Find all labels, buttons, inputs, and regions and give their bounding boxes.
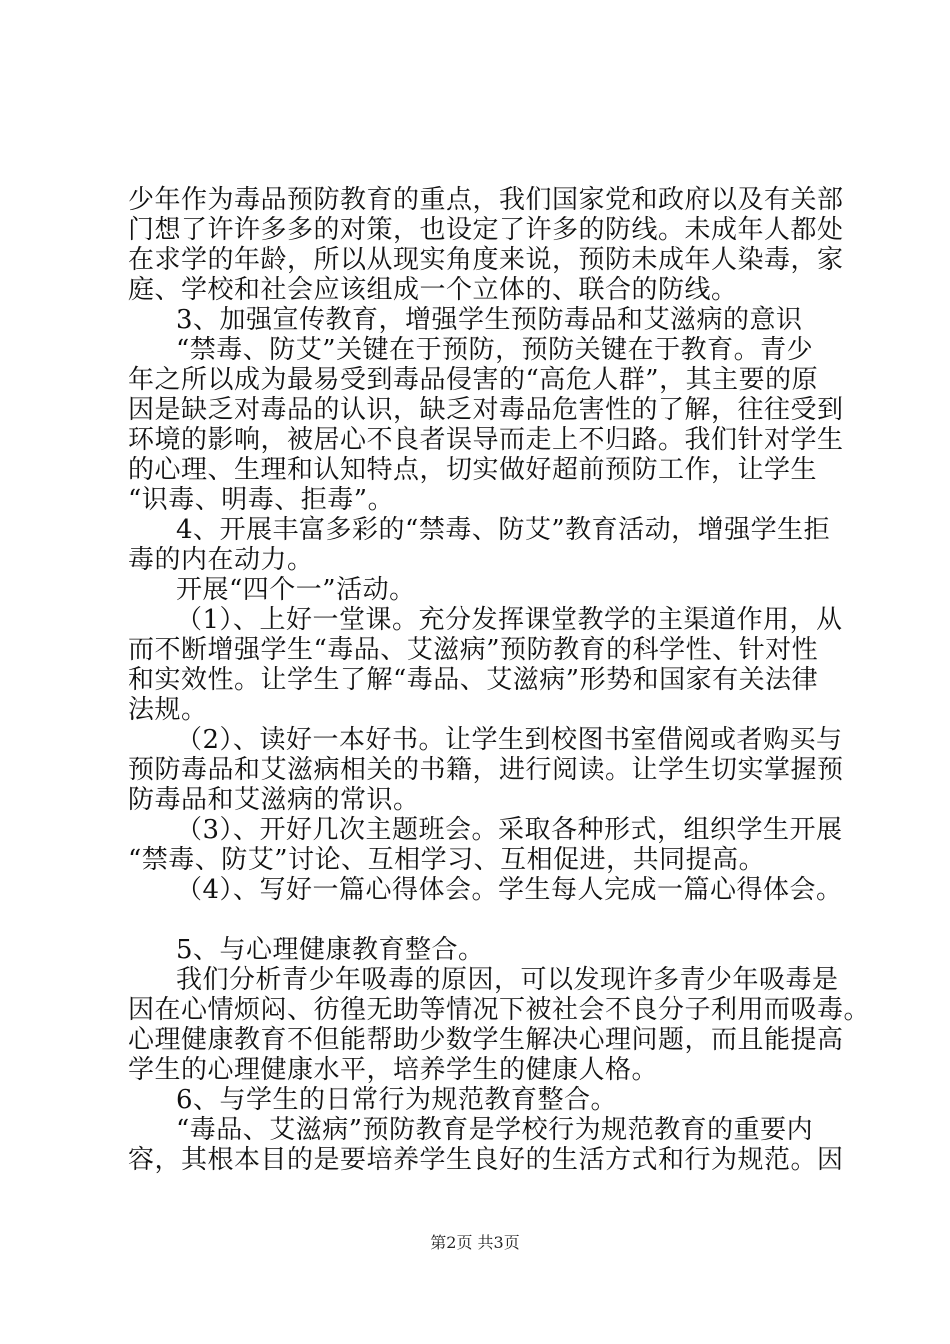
page-number-footer: 第2页 共3页 xyxy=(430,1233,520,1252)
body-line: 我们分析青少年吸毒的原因，可以发现许多青少年吸毒是 xyxy=(176,965,839,995)
body-line: 和实效性。让学生了解“毒品、艾滋病”形势和国家有关法律 xyxy=(128,665,819,695)
body-line: 容，其根本目的是要培养学生良好的生活方式和行为规范。因 xyxy=(128,1145,844,1175)
body-line: 而不断增强学生“毒品、艾滋病”预防教育的科学性、针对性 xyxy=(128,635,819,665)
section-heading-4: 4、开展丰富多彩的“禁毒、防艾”教育活动，增强学生拒 xyxy=(176,515,831,545)
section-heading-3: 3、加强宣传教育，增强学生预防毒品和艾滋病的意识 xyxy=(176,305,803,335)
body-line: 的心理、生理和认知特点，切实做好超前预防工作，让学生 xyxy=(128,455,818,485)
body-line: 少年作为毒品预防教育的重点，我们国家党和政府以及有关部 xyxy=(128,185,844,215)
body-line: 庭、学校和社会应该组成一个立体的、联合的防线。 xyxy=(128,275,738,305)
list-item-4: （4）、写好一篇心得体会。学生每人完成一篇心得体会。 xyxy=(176,875,843,905)
section-heading-5: 5、与心理健康教育整合。 xyxy=(176,935,485,965)
body-line: 年之所以成为最易受到毒品侵害的“高危人群”，其主要的原 xyxy=(128,365,819,395)
body-line: 因是缺乏对毒品的认识，缺乏对毒品危害性的了解，往往受到 xyxy=(128,395,844,425)
list-item-3: （3）、开好几次主题班会。采取各种形式，组织学生开展 xyxy=(176,815,843,845)
body-line: 预防毒品和艾滋病相关的书籍，进行阅读。让学生切实掌握预 xyxy=(128,755,844,785)
body-line: 法规。 xyxy=(128,695,208,725)
body-line: 环境的影响，被居心不良者误导而走上不归路。我们针对学生 xyxy=(128,425,844,455)
body-line: 在求学的年龄，所以从现实角度来说，预防未成年人染毒，家 xyxy=(128,245,844,275)
body-line: 因在心情烦闷、彷徨无助等情况下被社会不良分子利用而吸毒。 xyxy=(128,995,871,1025)
body-line: “毒品、艾滋病”预防教育是学校行为规范教育的重要内 xyxy=(176,1115,814,1145)
body-line: 心理健康教育不但能帮助少数学生解决心理问题，而且能提高 xyxy=(128,1025,844,1055)
body-line: 门想了许许多多的对策，也设定了许多的防线。未成年人都处 xyxy=(128,215,844,245)
list-item-1: （1）、上好一堂课。充分发挥课堂教学的主渠道作用，从 xyxy=(176,605,843,635)
body-line: 开展“四个一”活动。 xyxy=(176,575,416,605)
body-line: “禁毒、防艾”关键在于预防，预防关键在于教育。青少 xyxy=(176,335,814,365)
body-line: “识毒、明毒、拒毒”。 xyxy=(128,485,395,515)
body-line: 毒的内在动力。 xyxy=(128,545,314,575)
body-line: “禁毒、防艾”讨论、互相学习、互相促进，共同提高。 xyxy=(128,845,766,875)
section-heading-6: 6、与学生的日常行为规范教育整合。 xyxy=(176,1085,618,1115)
body-line: 防毒品和艾滋病的常识。 xyxy=(128,785,420,815)
list-item-2: （2）、读好一本好书。让学生到校图书室借阅或者购买与 xyxy=(176,725,843,755)
body-line: 学生的心理健康水平，培养学生的健康人格。 xyxy=(128,1055,659,1085)
